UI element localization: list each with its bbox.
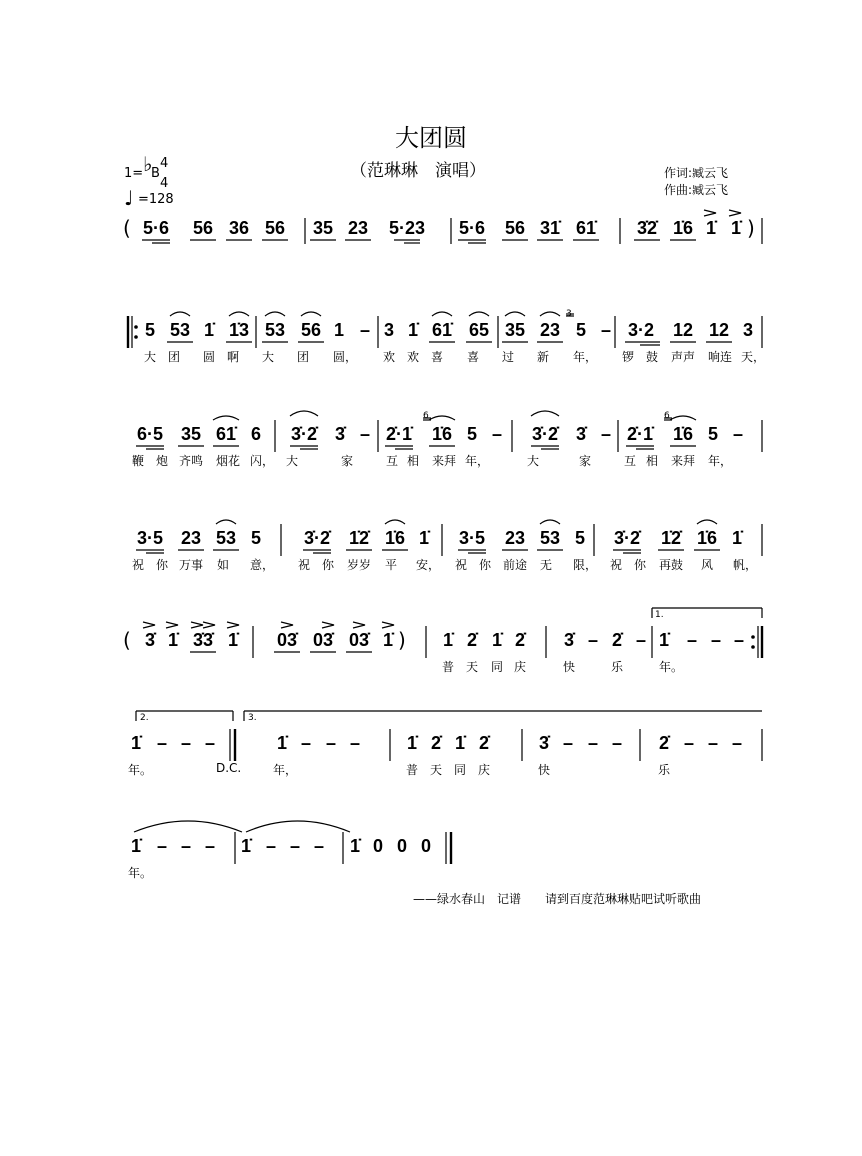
note: 12 (708, 320, 730, 340)
note: 2̇ (466, 630, 478, 650)
note: 56 (192, 218, 214, 238)
note: 56 (504, 218, 526, 238)
note: 03̇ (348, 630, 370, 650)
note: 35 (504, 320, 526, 340)
note: – (611, 733, 623, 753)
note: 2̇·1̇ (385, 424, 413, 444)
note: 3̇ (144, 630, 156, 650)
note: 3̇ (334, 424, 346, 444)
song-title: 大团圆 (395, 124, 467, 152)
note: 5 (466, 424, 478, 444)
note: – (204, 836, 216, 856)
note: 1̇ (203, 320, 215, 340)
note: 23 (504, 528, 526, 548)
note: – (156, 836, 168, 856)
volta-2-label: 2. (140, 713, 149, 723)
note: 65 (468, 320, 490, 340)
staff-row-5: ( 3̇ 1̇ 3̇3̇ 1̇ 03̇ 03̇ 03̇ 1̇ ) 1̇ 2̇ 1̇ 2̇ 3̇ – 2̇ – 1̇ – – – 1. 普 天 同 庆 快 乐 年。 (0, 630, 862, 710)
note: 1̇6 (672, 424, 694, 444)
row-4-lines (0, 528, 862, 608)
note: – (289, 836, 301, 856)
composer: 作曲:臧云飞 (664, 183, 729, 197)
staff-row-3: 6·5 35 61̇ 6 3̇·2̇ 3̇ – 2̇·1̇ 1̇6 5 – 3̇·2̇ 3̇ – 2̇·1̇ 1̇6 5 – 6 6 鞭 炮 齐鸣 烟花 闪， 大 家 互 相 来拜 年， 大 家 互 相 来拜 年， (0, 424, 862, 504)
note: 31̇ (539, 218, 561, 238)
note: 1̇ (731, 528, 743, 548)
staff-row-6: 1̇ – – – 1̇ – – – 1̇ 2̇ 1̇ 2̇ 3̇ – – – 2̇ – – – 2. 3. 年。 D.C. 年， 普 天 同 庆 快 乐 (0, 733, 862, 813)
note: – (635, 630, 647, 650)
note: 5·6 (458, 218, 486, 238)
note: 12 (672, 320, 694, 340)
note: 53 (215, 528, 237, 548)
note: 0 (420, 836, 432, 856)
note: 5·23 (388, 218, 426, 238)
note: 1̇2̇ (660, 528, 682, 548)
note: 03̇ (312, 630, 334, 650)
da-capo: D.C. (216, 761, 242, 775)
time-signature-bottom: 4 (160, 176, 169, 191)
note: 1̇ (658, 630, 670, 650)
note: 1̇6 (431, 424, 453, 444)
note: 1̇6 (696, 528, 718, 548)
note: 6 (250, 424, 262, 444)
note: 1̇ (130, 733, 142, 753)
note: – (359, 320, 371, 340)
note: 5 (574, 528, 586, 548)
row-1-lines (0, 218, 862, 298)
note: 1̇ (130, 836, 142, 856)
tempo: =128 (138, 192, 174, 207)
note: – (359, 424, 371, 444)
note: 1̇2̇ (348, 528, 370, 548)
note: 3̇·2̇ (613, 528, 641, 548)
note: – (156, 733, 168, 753)
note: 2̇ (514, 630, 526, 650)
flat-symbol: ♭ (143, 152, 153, 176)
note: 3̇·2̇ (303, 528, 331, 548)
note: 1̇ (349, 836, 361, 856)
note: 3·2 (627, 320, 655, 340)
volta-1-label: 1. (655, 610, 664, 620)
note: 2̇·1̇ (626, 424, 654, 444)
staff-row-4: 3·5 23 53 5 3̇·2̇ 1̇2̇ 1̇6 1̇ 3·5 23 53 5 3̇·2̇ 1̇2̇ 1̇6 1̇ 祝 你 万事 如 意， 祝 你 岁岁 平 安， 祝 你 前途 无 限， 祝 你 再鼓 风 帆， (0, 528, 862, 608)
note: 1̇ (442, 630, 454, 650)
note: – (732, 424, 744, 444)
note: – (349, 733, 361, 753)
note: 61̇ (575, 218, 597, 238)
note: 23 (347, 218, 369, 238)
note: – (562, 733, 574, 753)
note: – (204, 733, 216, 753)
note: – (265, 836, 277, 856)
note: 3̇·2̇ (531, 424, 559, 444)
note: – (325, 733, 337, 753)
note: 1̇ (227, 630, 239, 650)
note: 5 (250, 528, 262, 548)
note: 2̇ (611, 630, 623, 650)
note: 35 (312, 218, 334, 238)
note: 2̇ (430, 733, 442, 753)
note: 2̇ (478, 733, 490, 753)
quarter-note-icon: ♩ (124, 186, 134, 210)
note: 3̇ (575, 424, 587, 444)
note: 1̇ (705, 218, 717, 238)
note: 1̇ (240, 836, 252, 856)
time-signature-top: 4 (160, 156, 169, 171)
note: – (600, 320, 612, 340)
note: 5 (575, 320, 587, 340)
note: 1̇ (407, 320, 419, 340)
note: – (587, 733, 599, 753)
volta-3-label: 3. (248, 713, 257, 723)
transcriber-credit: ——绿水春山 记谱 (413, 892, 522, 906)
note: 1̇ (406, 733, 418, 753)
note: 61̇ (431, 320, 453, 340)
note: 5 (707, 424, 719, 444)
note: – (733, 630, 745, 650)
note: 3·5 (458, 528, 486, 548)
note: 1̇ (276, 733, 288, 753)
note: 35 (180, 424, 202, 444)
note: 3 (383, 320, 395, 340)
note: 1 (333, 320, 345, 340)
note: 3̇ (563, 630, 575, 650)
note: – (180, 836, 192, 856)
note: – (731, 733, 743, 753)
note: 1̇6 (672, 218, 694, 238)
note: – (686, 630, 698, 650)
staff-row-2: 5 53 1̇ 1̇3 53 56 1 – 3 1̇ 61̇ 65 35 23 5 – 3·2 12 12 3 3 大 团 圆 啊 大 团 圆， 欢 欢 喜 喜 过 新 年， 锣 鼓 声声 响连 天， (0, 320, 862, 400)
lyricist: 作词:臧云飞 (664, 166, 729, 180)
note: – (180, 733, 192, 753)
note: – (300, 733, 312, 753)
note: 23 (180, 528, 202, 548)
listen-note: 请到百度范琳琳贴吧试听歌曲 (545, 892, 702, 906)
note: 23 (539, 320, 561, 340)
note: – (587, 630, 599, 650)
note: 3·5 (136, 528, 164, 548)
note: – (683, 733, 695, 753)
note: 53 (169, 320, 191, 340)
note: 3 (742, 320, 754, 340)
note: 1̇ (382, 630, 394, 650)
row-6-lines (0, 733, 862, 813)
note: 36 (228, 218, 250, 238)
note: 1̇6 (384, 528, 406, 548)
song-subtitle: （范琳琳 演唱） (350, 161, 486, 181)
note: 1̇ (491, 630, 503, 650)
staff-row-7: 1̇ – – – 1̇ – – – 1̇ 0 0 0 年。 (0, 836, 862, 916)
note: 5 (144, 320, 156, 340)
row-2-lines (0, 320, 862, 400)
note: – (710, 630, 722, 650)
note: 2̇ (658, 733, 670, 753)
note: 1̇ (454, 733, 466, 753)
note: 56 (300, 320, 322, 340)
note: 53 (264, 320, 286, 340)
note: 3̇·2̇ (290, 424, 318, 444)
note: – (600, 424, 612, 444)
note: – (707, 733, 719, 753)
note: 1̇3 (228, 320, 250, 340)
note: – (313, 836, 325, 856)
note: 3̇ (538, 733, 550, 753)
note: 1̇ (418, 528, 430, 548)
note: 1̇ (167, 630, 179, 650)
row-5-lines (0, 630, 862, 710)
row-3-lines (0, 424, 862, 504)
note: 6·5 (136, 424, 164, 444)
note: 1̇ (730, 218, 742, 238)
staff-row-1: ( 5·6 56 36 56 35 23 5·23 5·6 56 31̇ 61̇ 3̇2̇ 1̇6 1̇ 1̇ ) (0, 218, 862, 298)
note: 61̇ (215, 424, 237, 444)
note: – (491, 424, 503, 444)
note: 53 (539, 528, 561, 548)
note: 3̇3̇ (192, 630, 214, 650)
note: 56 (264, 218, 286, 238)
note: 5·6 (142, 218, 170, 238)
note: 03̇ (276, 630, 298, 650)
note: 3̇2̇ (636, 218, 658, 238)
note: 0 (396, 836, 408, 856)
note: 0 (372, 836, 384, 856)
